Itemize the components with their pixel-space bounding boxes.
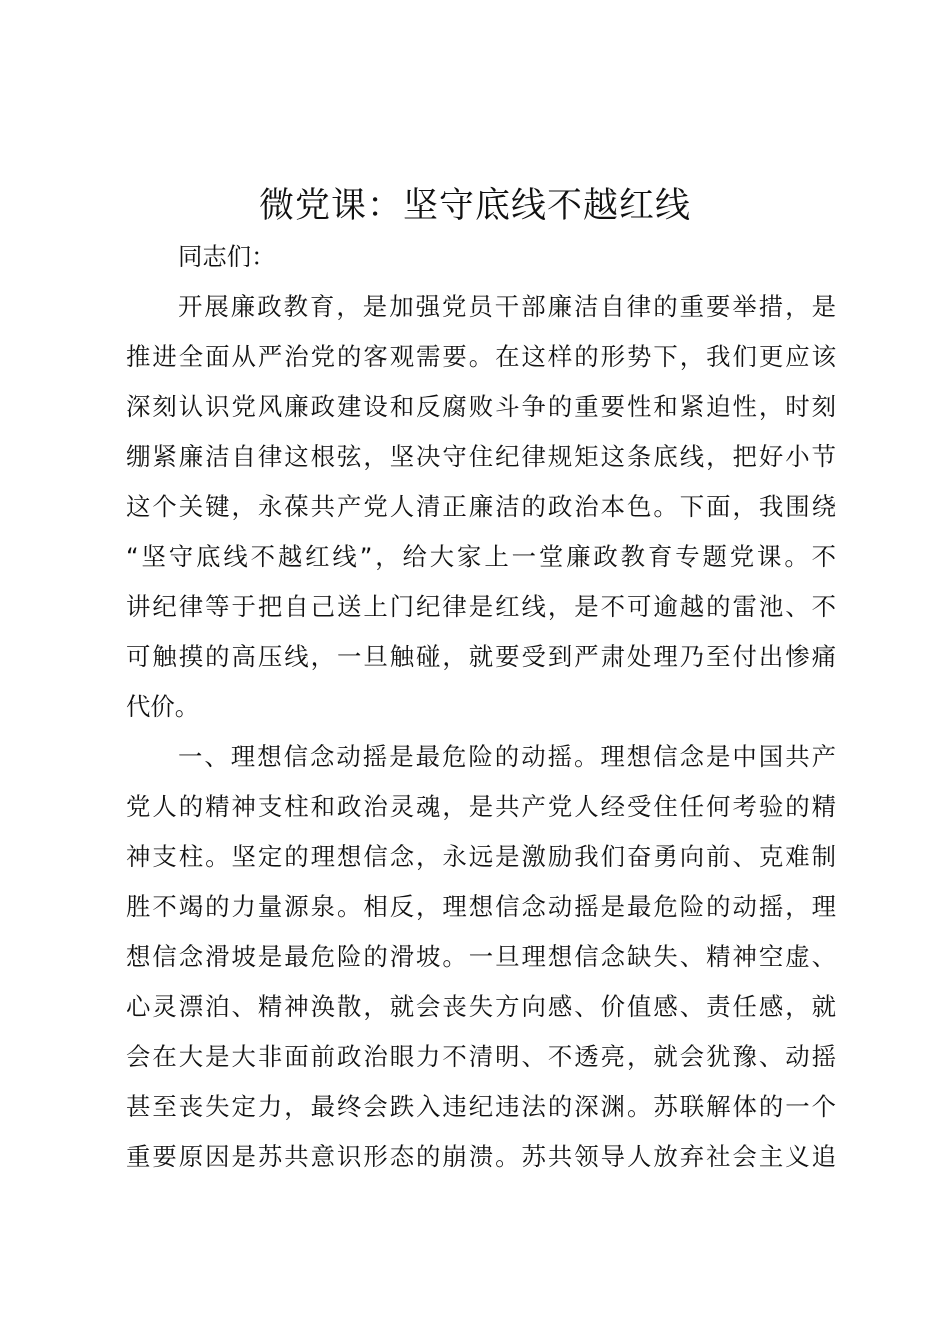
paragraph-line: 神支柱。坚定的理想信念，永远是激励我们奋勇向前、克难制 (126, 842, 836, 871)
paragraph-line: 深刻认识党风廉政建设和反腐败斗争的重要性和紧迫性，时刻 (126, 392, 836, 421)
paragraph-line: 想信念滑坡是最危险的滑坡。一旦理想信念缺失、精神空虚、 (126, 942, 836, 971)
paragraph-line: 讲纪律等于把自己送上门纪律是红线，是不可逾越的雷池、不 (126, 592, 836, 621)
document-body (126, 232, 836, 1182)
paragraph-1 (126, 282, 836, 732)
paragraph-line: 甚至丧失定力，最终会跌入违纪违法的深渊。苏联解体的一个 (126, 1092, 836, 1121)
paragraph-line: 心灵漂泊、精神涣散，就会丧失方向感、价值感、责任感，就 (126, 992, 836, 1021)
paragraph-line: 党人的精神支柱和政治灵魂，是共产党人经受住任何考验的精 (126, 792, 836, 821)
paragraph-line: 绷紧廉洁自律这根弦，坚决守住纪律规矩这条底线，把好小节 (126, 442, 836, 471)
paragraph-line: 一、理想信念动摇是最危险的动摇。理想信念是中国共产 (178, 742, 836, 771)
greeting: 同志们： (178, 242, 276, 271)
paragraph-line: 胜不竭的力量源泉。相反，理想信念动摇是最危险的动摇，理 (126, 892, 836, 921)
paragraph-2 (126, 732, 836, 1182)
paragraph-line: “坚守底线不越红线”，给大家上一堂廉政教育专题党课。不 (126, 542, 836, 571)
paragraph-line-last: 代价。 (126, 692, 200, 721)
paragraph-line: 会在大是大非面前政治眼力不清明、不透亮，就会犹豫、动摇 (126, 1042, 836, 1071)
document-title: 微党课：坚守底线不越红线 (258, 186, 691, 226)
paragraph-line: 这个关键，永葆共产党人清正廉洁的政治本色。下面，我围绕 (126, 492, 836, 521)
paragraph-line: 推进全面从严治党的客观需要。在这样的形势下，我们更应该 (126, 342, 836, 371)
paragraph-line: 可触摸的高压线，一旦触碰，就要受到严肃处理乃至付出惨痛 (126, 642, 836, 671)
paragraph-line: 重要原因是苏共意识形态的崩溃。苏共领导人放弃社会主义追 (126, 1142, 836, 1171)
paragraph-line: 开展廉政教育，是加强党员干部廉洁自律的重要举措，是 (178, 292, 836, 321)
